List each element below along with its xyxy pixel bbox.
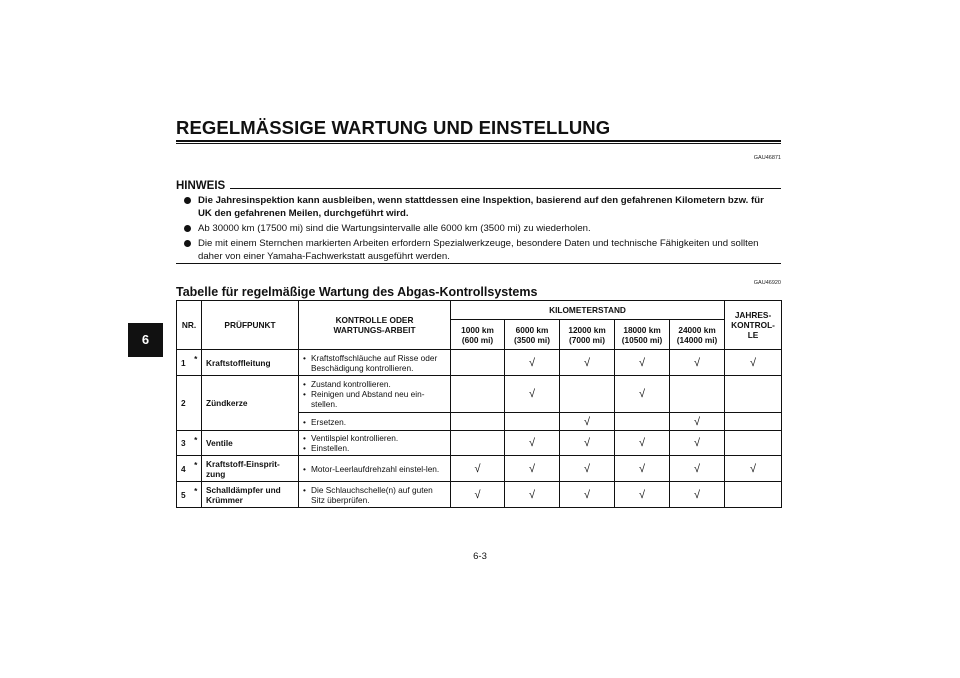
check-cell [725,376,782,413]
check-cell: √ [505,350,560,376]
row-nr: 2 [177,376,191,431]
check-cell: √ [560,413,615,431]
note-item: Die mit einem Sternchen markierten Arbeiten erfordern Spezialwerkzeuge, besondere Daten und technische Fähigkeiten und sollten daher von einer Yamaha-Fachwerkstatt ausgeführt werden. [182,237,780,263]
check-cell [670,376,725,413]
title-rule-thin [176,143,781,144]
check-cell: √ [560,431,615,456]
note-item: Ab 30000 km (17500 mi) sind die Wartungsintervalle alle 6000 km (3500 mi) zu wiederholen. [182,222,780,235]
check-cell: √ [725,350,782,376]
page-number: 6-3 [473,551,487,562]
check-cell [451,350,505,376]
work-line: • Ventilspiel kontrollieren. [303,433,446,443]
bullet-icon [184,240,191,247]
row-nr: 3 [177,431,191,456]
check-cell [560,376,615,413]
check-cell: √ [670,413,725,431]
work-line: • Ersetzen. [303,417,446,427]
check-cell [725,431,782,456]
row-work [299,482,451,508]
work-line: • Die Schlauchschelle(n) auf guten Sitz überprüfen. [303,485,446,505]
table-row [177,350,782,376]
section-title: Tabelle für regelmäßige Wartung des Abgas-Kontrollsystems [176,285,538,299]
check-cell [451,413,505,431]
row-item: Schalldämpfer und Krümmer [202,482,299,508]
check-cell: √ [670,350,725,376]
check-cell [505,413,560,431]
work-line: • Kraftstoffschläuche auf Risse oder Beschädigung kontrollieren. [303,353,446,373]
row-star: * [191,431,202,456]
note-rule [230,188,781,189]
row-work [299,376,451,413]
check-cell: √ [505,431,560,456]
work-line: • Einstellen. [303,443,446,453]
check-cell: √ [560,350,615,376]
row-work [299,456,451,482]
row-item: Kraftstoff-Einsprit-zung [202,456,299,482]
header-work: KONTROLLE ODER WARTUNGS-ARBEIT [299,301,451,350]
bullet-icon [184,197,191,204]
row-item: Zündkerze [202,376,299,431]
check-cell: √ [451,456,505,482]
check-cell: √ [505,456,560,482]
header-item: PRÜFPUNKT [202,301,299,350]
note-label: HINWEIS [176,180,226,192]
header-annual: JAHRES-KONTROL-LE [725,301,782,350]
check-cell: √ [505,376,560,413]
doc-code: GAU46871 [753,155,781,161]
check-cell: √ [670,431,725,456]
check-cell: √ [615,376,670,413]
section-code: GAU46920 [753,280,781,286]
note-end-rule [176,263,781,264]
table-row [177,431,782,456]
check-cell [451,431,505,456]
check-cell: √ [670,456,725,482]
row-work [299,431,451,456]
title-rule [176,140,781,142]
row-nr: 5 [177,482,191,508]
check-cell: √ [615,350,670,376]
check-cell [725,482,782,508]
chapter-tab: 6 [128,323,163,357]
note-item: Die Jahresinspektion kann ausbleiben, wenn stattdessen eine Inspektion, basierend auf den gefahrenen Kilometern bzw. für UK den gefahrenen Meilen, durchgeführt wird. [182,194,780,220]
check-cell: √ [615,431,670,456]
header-interval: 24000 km (14000 mi) [670,320,725,350]
header-nr: NR. [177,301,202,350]
check-cell: √ [451,482,505,508]
maintenance-table [176,300,782,508]
work-line: • Reinigen und Abstand neu ein-stellen. [303,389,446,409]
table-row [177,482,782,508]
work-line: • Motor-Leerlaufdrehzahl einstel-len. [303,464,446,474]
header-interval: 1000 km (600 mi) [451,320,505,350]
row-star: * [191,456,202,482]
row-star: * [191,350,202,376]
row-work [299,350,451,376]
header-interval: 6000 km (3500 mi) [505,320,560,350]
check-cell [451,376,505,413]
row-work [299,413,451,431]
row-star: * [191,482,202,508]
check-cell [615,413,670,431]
check-cell: √ [505,482,560,508]
check-cell: √ [670,482,725,508]
bullet-icon [184,225,191,232]
check-cell: √ [615,482,670,508]
check-cell: √ [725,456,782,482]
work-line: • Zustand kontrollieren. [303,379,446,389]
table-row [177,376,782,413]
row-item: Ventile [202,431,299,456]
row-nr: 1 [177,350,191,376]
header-interval: 12000 km (7000 mi) [560,320,615,350]
row-item: Kraftstoffleitung [202,350,299,376]
row-nr: 4 [177,456,191,482]
header-interval: 18000 km (10500 mi) [615,320,670,350]
check-cell: √ [615,456,670,482]
check-cell [725,413,782,431]
page-title: REGELMÄSSIGE WARTUNG UND EINSTELLUNG [176,117,611,138]
header-km: KILOMETERSTAND [451,301,725,320]
check-cell: √ [560,456,615,482]
row-star [191,376,202,431]
note-bullets [182,194,780,263]
table-row [177,456,782,482]
check-cell: √ [560,482,615,508]
